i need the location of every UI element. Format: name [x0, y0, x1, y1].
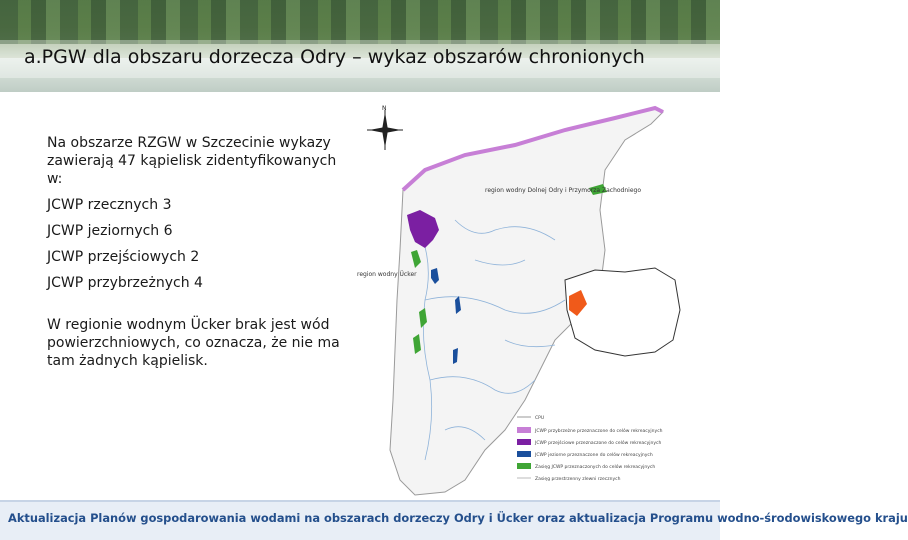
- slide-title: a.PGW dla obszaru dorzecza Odry – wykaz obszarów chronionych: [24, 46, 645, 68]
- footer-text: Aktualizacja Planów gospodarowania wodami na obszarach dorzeczy Odry i Ücker oraz aktualizacja Programu wodno-środowiskowego kraju: [8, 511, 908, 525]
- legend-item-5: Zasięg przestrzenny zlewni rzecznych: [535, 477, 621, 482]
- list-item-lake: JCWP jeziornych 6: [47, 223, 173, 239]
- list-item-coastal: JCWP przybrzeżnych 4: [47, 275, 203, 291]
- banner-trees-image: [0, 0, 720, 44]
- north-arrow-icon: [367, 105, 403, 150]
- legend-item-0: CPU: [535, 416, 545, 421]
- legend-item-1: JCWP przybrzeżne przeznaczone do celów rekreacyjnych: [535, 429, 663, 434]
- map-legend: [517, 415, 663, 482]
- legend-item-3: JCWP jeziorne przeznaczone do celów rekreacyjnych: [535, 453, 653, 458]
- content-text: [47, 134, 347, 370]
- region-label-ucker: region wodny Ücker: [357, 271, 417, 278]
- footer-divider: [0, 500, 720, 502]
- legend-item-4: Zasięg JCWP przeznaczonych do celów rekreacyjnych: [535, 465, 656, 470]
- list-item-transitional: JCWP przejściowych 2: [47, 249, 200, 265]
- footer-bar: [0, 500, 908, 540]
- header-banner: [0, 0, 720, 92]
- legend-item-2: JCWP przejściowe przeznaczone do celów rekreacyjnych: [535, 441, 662, 446]
- intro-text: Na obszarze RZGW w Szczecinie wykazy zawierają 47 kąpielisk zidentyfikowanych w:: [47, 135, 337, 187]
- note-text: W regionie wodnym Ücker brak jest wód powierzchniowych, co oznacza, że nie ma tam żadnych kąpielisk.: [47, 317, 340, 369]
- list-item-river: JCWP rzecznych 3: [47, 197, 172, 213]
- region-label-dolna-odra: region wodny Dolnej Odry i Przymorza Zachodniego: [485, 187, 641, 194]
- inset-map-poland: [565, 268, 680, 356]
- region-map: [355, 100, 695, 500]
- north-label: N: [382, 105, 387, 112]
